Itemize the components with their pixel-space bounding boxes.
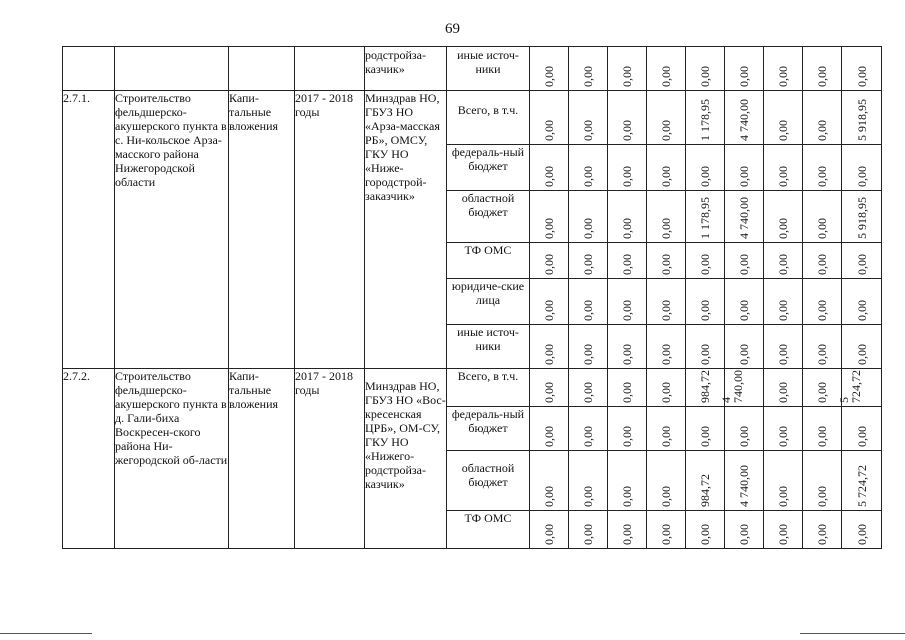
value-cell: 5 724,72 (842, 369, 882, 407)
expense-type: Капи-тальные вложения (229, 91, 295, 369)
value-cell: 0,00 (764, 369, 803, 407)
value-cell: 0,00 (647, 91, 686, 145)
expense-type-cell (229, 47, 295, 91)
value-cell: 0,00 (764, 47, 803, 91)
value-cell: 0,00 (569, 91, 608, 145)
project-number: 2.7.1. (63, 91, 115, 369)
value-cell: 0,00 (725, 407, 764, 451)
value-cell: 0,00 (842, 279, 882, 325)
number-cell (63, 47, 115, 91)
value-cell: 0,00 (803, 279, 842, 325)
value-cell: 5 724,72 (842, 451, 882, 511)
value-cell: 0,00 (608, 511, 647, 549)
value-cell: 0,00 (530, 325, 569, 369)
value-cell: 0,00 (842, 243, 882, 279)
value-cell: 0,00 (608, 145, 647, 191)
value-cell: 0,00 (569, 407, 608, 451)
value-cell: 0,00 (569, 145, 608, 191)
funding-source-cell: областной бюджет (447, 451, 530, 511)
value-cell: 0,00 (764, 243, 803, 279)
value-cell: 0,00 (686, 325, 725, 369)
period-cell (295, 47, 365, 91)
recipient: Минздрав НО, ГБУЗ НО «Вос-кресенская ЦРБ», ОМ-СУ, ГКУ НО «Нижего-родстройза-казчик» (365, 369, 447, 549)
value-cell: 0,00 (686, 145, 725, 191)
value-cell: 0,00 (764, 407, 803, 451)
value-cell: 4 740,00 (725, 369, 764, 407)
value-cell: 0,00 (608, 279, 647, 325)
value-cell: 0,00 (647, 191, 686, 243)
value-cell: 0,00 (530, 91, 569, 145)
value-cell: 4 740,00 (725, 91, 764, 145)
value-cell: 0,00 (530, 451, 569, 511)
value-cell: 0,00 (647, 47, 686, 91)
value-cell: 0,00 (803, 145, 842, 191)
funding-source-cell: Всего, в т.ч. (447, 91, 530, 145)
value-cell: 0,00 (569, 451, 608, 511)
value-cell: 0,00 (686, 407, 725, 451)
value-cell: 0,00 (569, 511, 608, 549)
funding-source-cell: Всего, в т.ч. (447, 369, 530, 407)
funding-source-cell: иные источ-ники (447, 47, 530, 91)
value-cell: 0,00 (686, 243, 725, 279)
value-cell: 0,00 (725, 325, 764, 369)
value-cell: 0,00 (647, 369, 686, 407)
value-cell: 0,00 (608, 243, 647, 279)
value-cell: 0,00 (725, 145, 764, 191)
period: 2017 - 2018 годы (295, 91, 365, 369)
value-cell: 0,00 (803, 369, 842, 407)
value-cell: 0,00 (608, 325, 647, 369)
value-cell: 0,00 (686, 47, 725, 91)
value-cell: 0,00 (725, 511, 764, 549)
value-cell: 0,00 (842, 145, 882, 191)
value-cell: 0,00 (530, 243, 569, 279)
value-cell: 0,00 (608, 91, 647, 145)
value-cell: 0,00 (803, 47, 842, 91)
value-cell: 0,00 (569, 243, 608, 279)
value-cell: 0,00 (569, 369, 608, 407)
project-number: 2.7.2. (63, 369, 115, 549)
value-cell: 0,00 (803, 451, 842, 511)
value-cell: 0,00 (647, 279, 686, 325)
funding-source-cell: федераль-ный бюджет (447, 145, 530, 191)
funding-source-cell: ТФ ОМС (447, 511, 530, 549)
value-cell: 984,72 (686, 369, 725, 407)
value-cell: 0,00 (530, 47, 569, 91)
value-cell: 4 740,00 (725, 191, 764, 243)
footer-rule-left (0, 633, 92, 634)
value-cell: 0,00 (608, 451, 647, 511)
value-cell: 0,00 (725, 47, 764, 91)
value-cell: 0,00 (530, 191, 569, 243)
funding-source-cell: иные источ-ники (447, 325, 530, 369)
value-cell: 0,00 (530, 279, 569, 325)
value-cell: 1 178,95 (686, 191, 725, 243)
value-cell: 5 918,95 (842, 91, 882, 145)
value-cell: 0,00 (764, 145, 803, 191)
project-name: Строительство фельдшерско-акушерского пункта в д. Гали-биха Воскресен-ского района Ни-жегородской об-ласти (115, 369, 229, 549)
value-cell: 0,00 (803, 243, 842, 279)
value-cell: 0,00 (530, 369, 569, 407)
name-cell (115, 47, 229, 91)
value-cell: 0,00 (530, 511, 569, 549)
period: 2017 - 2018 годы (295, 369, 365, 549)
value-cell: 0,00 (647, 407, 686, 451)
value-cell: 0,00 (647, 451, 686, 511)
value-cell: 0,00 (803, 407, 842, 451)
value-cell: 0,00 (686, 279, 725, 325)
value-cell: 0,00 (803, 325, 842, 369)
value-cell: 0,00 (569, 191, 608, 243)
value-cell: 0,00 (569, 279, 608, 325)
value-cell: 0,00 (647, 325, 686, 369)
footer-rule-right (800, 633, 905, 634)
value-cell: 0,00 (608, 407, 647, 451)
funding-source-cell: федераль-ный бюджет (447, 407, 530, 451)
value-cell: 0,00 (803, 91, 842, 145)
recipient-cell: родстройза-казчик» (365, 47, 447, 91)
value-cell: 0,00 (764, 451, 803, 511)
budget-table (62, 46, 882, 549)
value-cell: 0,00 (842, 407, 882, 451)
value-cell: 0,00 (842, 47, 882, 91)
value-cell: 984,72 (686, 451, 725, 511)
funding-source-cell: областной бюджет (447, 191, 530, 243)
funding-source-cell: юридиче-ские лица (447, 279, 530, 325)
value-cell: 0,00 (530, 145, 569, 191)
value-cell: 4 740,00 (725, 451, 764, 511)
value-cell: 5 918,95 (842, 191, 882, 243)
value-cell: 0,00 (764, 325, 803, 369)
value-cell: 0,00 (803, 511, 842, 549)
funding-source-cell: ТФ ОМС (447, 243, 530, 279)
recipient: Минздрав НО, ГБУЗ НО «Арза-масская РБ», ОМСУ, ГКУ НО «Ниже-городстрой-заказчик» (365, 91, 447, 369)
value-cell: 0,00 (647, 243, 686, 279)
value-cell: 1 178,95 (686, 91, 725, 145)
value-cell: 0,00 (569, 325, 608, 369)
value-cell: 0,00 (764, 279, 803, 325)
value-cell: 0,00 (608, 191, 647, 243)
table-row (63, 47, 882, 91)
value-cell: 0,00 (803, 191, 842, 243)
value-cell: 0,00 (608, 47, 647, 91)
table-row (63, 369, 882, 407)
value-cell: 0,00 (764, 91, 803, 145)
value-cell: 0,00 (530, 407, 569, 451)
value-cell: 0,00 (842, 511, 882, 549)
value-cell: 0,00 (764, 191, 803, 243)
table-row (63, 91, 882, 145)
value-cell: 0,00 (647, 511, 686, 549)
value-cell: 0,00 (686, 511, 725, 549)
value-cell: 0,00 (725, 279, 764, 325)
value-cell: 0,00 (842, 325, 882, 369)
value-cell: 0,00 (764, 511, 803, 549)
value-cell: 0,00 (608, 369, 647, 407)
expense-type: Капи-тальные вложения (229, 369, 295, 549)
project-name: Строительство фельдшерско-акушерского пункта в с. Ни-кольское Арза-масского района Нижегородской области (115, 91, 229, 369)
value-cell: 0,00 (647, 145, 686, 191)
value-cell: 0,00 (569, 47, 608, 91)
value-cell: 0,00 (725, 243, 764, 279)
page-number: 69 (445, 21, 460, 37)
